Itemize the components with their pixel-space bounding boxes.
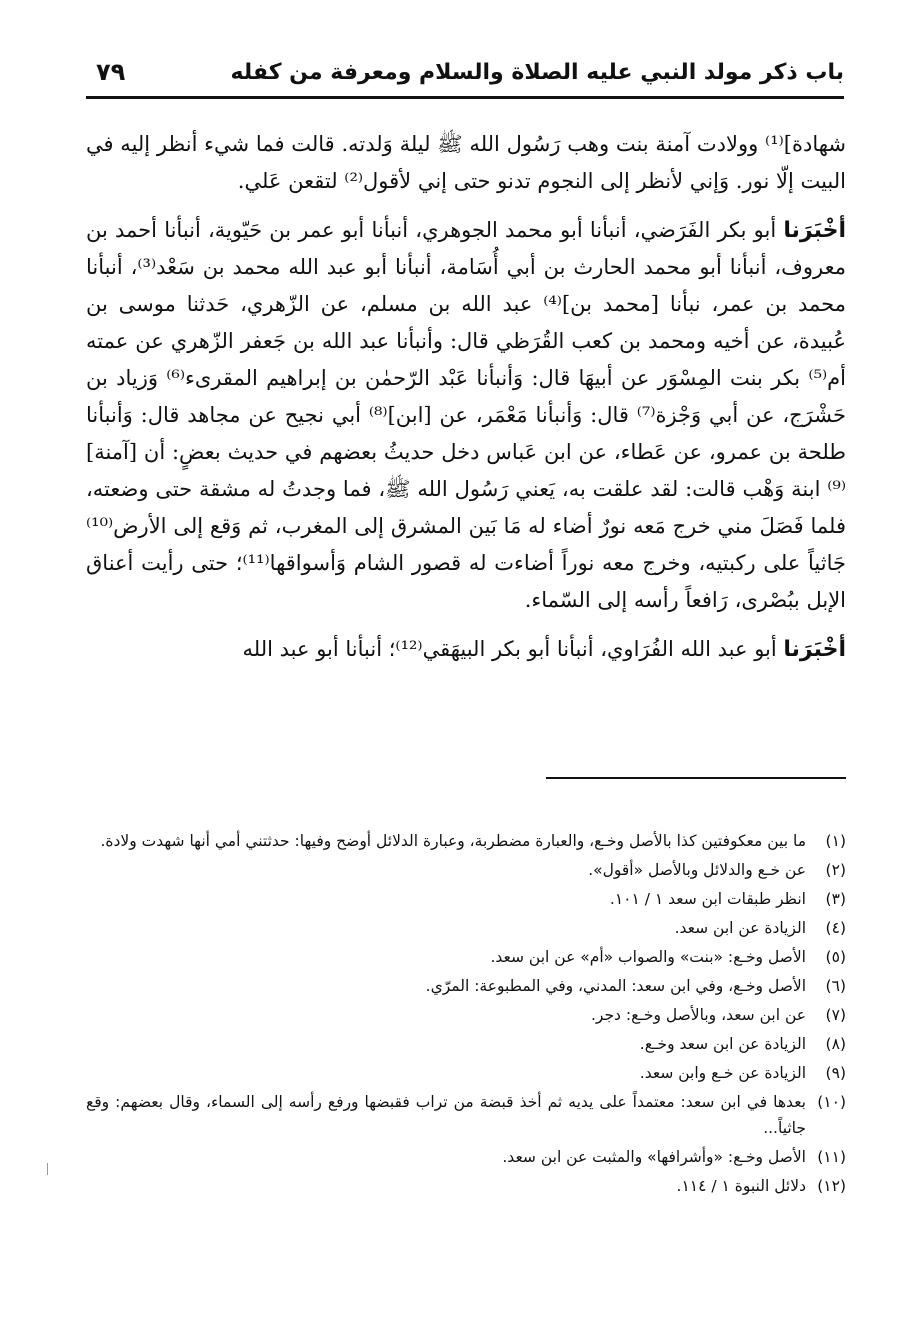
footnote-text: عن ابن سعد، وبالأصل وخـع: دجر. xyxy=(590,1006,806,1024)
footnote-number: (١١) xyxy=(817,1148,846,1166)
paragraph-2-keyword: أخْبَرَنا xyxy=(783,218,846,243)
footnote-number: (١٠) xyxy=(817,1093,846,1111)
footnote-number: (١٢) xyxy=(817,1177,846,1195)
footnote xyxy=(86,944,846,970)
footnote-text: الزيادة عن خـع وابن سعد. xyxy=(639,1064,806,1082)
footnote-number: (١) xyxy=(825,832,846,850)
footnote-number: (٢) xyxy=(825,861,846,879)
page-header xyxy=(86,54,844,98)
footnote-number: (٤) xyxy=(825,919,846,937)
footnote xyxy=(86,857,846,883)
footnote-number: (٦) xyxy=(825,977,846,995)
paragraph-2-text: أبو بكر الفَرَضي، أنبأنا أبو محمد الجوهري، أنبأنا أبو عمر بن حَيّوية، أنبأنا أحمد بن معروف، أنبأنا أبو محمد الحارث بن أبي أُسَامة، أنبأنا أبو عبد الله محمد بن سَعْد⁽³⁾، أنبأنا محمد بن عمر، نبأنا [محمد بن]⁽⁴⁾ عبد الله بن مسلم، عن الزّهري، حَدثنا موسى بن عُبيدة، عن أخيه ومحمد بن كعب القُرَظي قال: وأنبأنا عبد الله بن جَعفر الزّهري عن عمته أم⁽⁵⁾ بكر بنت المِسْوَر عن أبيهَا قال: وَأنبأنا عَبْد الرّحمٰن بن إبراهيم المقرىء⁽⁶⁾ وَزياد بن حَشْرَج، عن أبي وَجْزة⁽⁷⁾ قال: وَأنبأنا مَعْمَر، عن [ابن]⁽⁸⁾ أبي نجيح عن مجاهد قال: وَأنبأنا طلحة بن عمرو، عن عَطاء، عن ابن عَباس دخل حديثُ بعضهم في حديث بعضٍ: أن [آمنة]⁽⁹⁾ ابنة وَهْب قالت: لقد علقت به، يَعني رَسُول الله ﷺ، فما وجدتُ له مشقة حتى وضعته، فلما فَصَلَ مني خرج مَعه نورٌ أضاء له مَا بَين المشرق إلى المغرب، ثم وَقع إلى الأرض⁽¹⁰⁾ جَاثياً على ركبتيه، وخرج معه نوراً أضاءت له قصور الشام وَأسواقها⁽¹¹⁾؛ حتى رأيت أعناق الإبل ببُصْرى، رَافعاً رأسه إلى السّماء. xyxy=(86,218,847,612)
footnote-text: دلائل النبوة ١ / ١١٤. xyxy=(676,1177,806,1195)
footnote-text: الأصل وخـع: «وأشرافها» والمثبت عن ابن سعد. xyxy=(502,1148,806,1166)
footnote-number: (٩) xyxy=(825,1064,846,1082)
footnote-text: الأصل وخـع، وفي ابن سعد: المدني، وفي المطبوعة: المرّي. xyxy=(425,977,806,995)
footnote-text: الزيادة عن ابن سعد. xyxy=(674,919,806,937)
footnote-text: الزيادة عن ابن سعد وخـع. xyxy=(639,1035,806,1053)
footnote-number: (٧) xyxy=(825,1006,846,1024)
paragraph-3 xyxy=(86,631,846,668)
footnote xyxy=(86,1089,846,1141)
header-rule xyxy=(86,96,844,99)
footnote-number: (٥) xyxy=(825,948,846,966)
footnote-text: الأصل وخـع: «بنت» والصواب «أم» عن ابن سعد. xyxy=(490,948,806,966)
footnote-number: (٨) xyxy=(825,1035,846,1053)
paragraph-2 xyxy=(86,212,846,619)
page-number: ٧٩ xyxy=(96,58,126,86)
paragraph-1-text: شهادة]⁽¹⁾ وولادت آمنة بنت وهب رَسُول الله ﷺ ليلة وَلدته. قالت فما شيء أنظر إليه في البيت إلّا نور. وَإني لأنظر إلى النجوم تدنو حتى إني لأقول⁽²⁾ لتقعن عَلي. xyxy=(86,132,846,193)
footnote-text: ما بين معكوفتين كذا بالأصل وخـع، والعبارة مضطربة، وعبارة الدلائل أوضح وفيها: حدثتني أمي أنها شهدت ولادة. xyxy=(100,832,806,850)
footnote-number: (٣) xyxy=(825,890,846,908)
footnote xyxy=(86,1031,846,1057)
footnotes xyxy=(86,828,846,1202)
paragraph-1 xyxy=(86,126,846,200)
footnote xyxy=(86,1002,846,1028)
footnote xyxy=(86,915,846,941)
paragraph-3-text: أبو عبد الله الفُرَاوي، أنبأنا أبو بكر البيهَقي⁽¹²⁾؛ أنبأنا أبو عبد الله xyxy=(242,637,784,661)
footnote xyxy=(86,886,846,912)
paragraph-3-keyword: أخْبَرَنا xyxy=(783,637,846,662)
footnote xyxy=(86,1144,846,1170)
footnote-text: انظر طبقات ابن سعد ١ / ١٠١. xyxy=(609,890,806,908)
footnote-text: عن خـع والدلائل وبالأصل «أقول». xyxy=(588,861,806,879)
footnote xyxy=(86,1060,846,1086)
footnote-text: بعدها في ابن سعد: معتمداً على يديه ثم أخذ قبضة من تراب فقبضها ورفع رأسه إلى السماء، وقال بعضهم: وقع جاثياً... xyxy=(86,1093,806,1137)
main-text xyxy=(86,126,846,680)
chapter-title: باب ذكر مولد النبي عليه الصلاة والسلام ومعرفة من كفله xyxy=(230,60,844,85)
scan-edge-mark xyxy=(47,1163,48,1175)
footnote xyxy=(86,828,846,854)
footnote xyxy=(86,1173,846,1199)
footnote xyxy=(86,973,846,999)
footnote-separator xyxy=(546,777,846,779)
